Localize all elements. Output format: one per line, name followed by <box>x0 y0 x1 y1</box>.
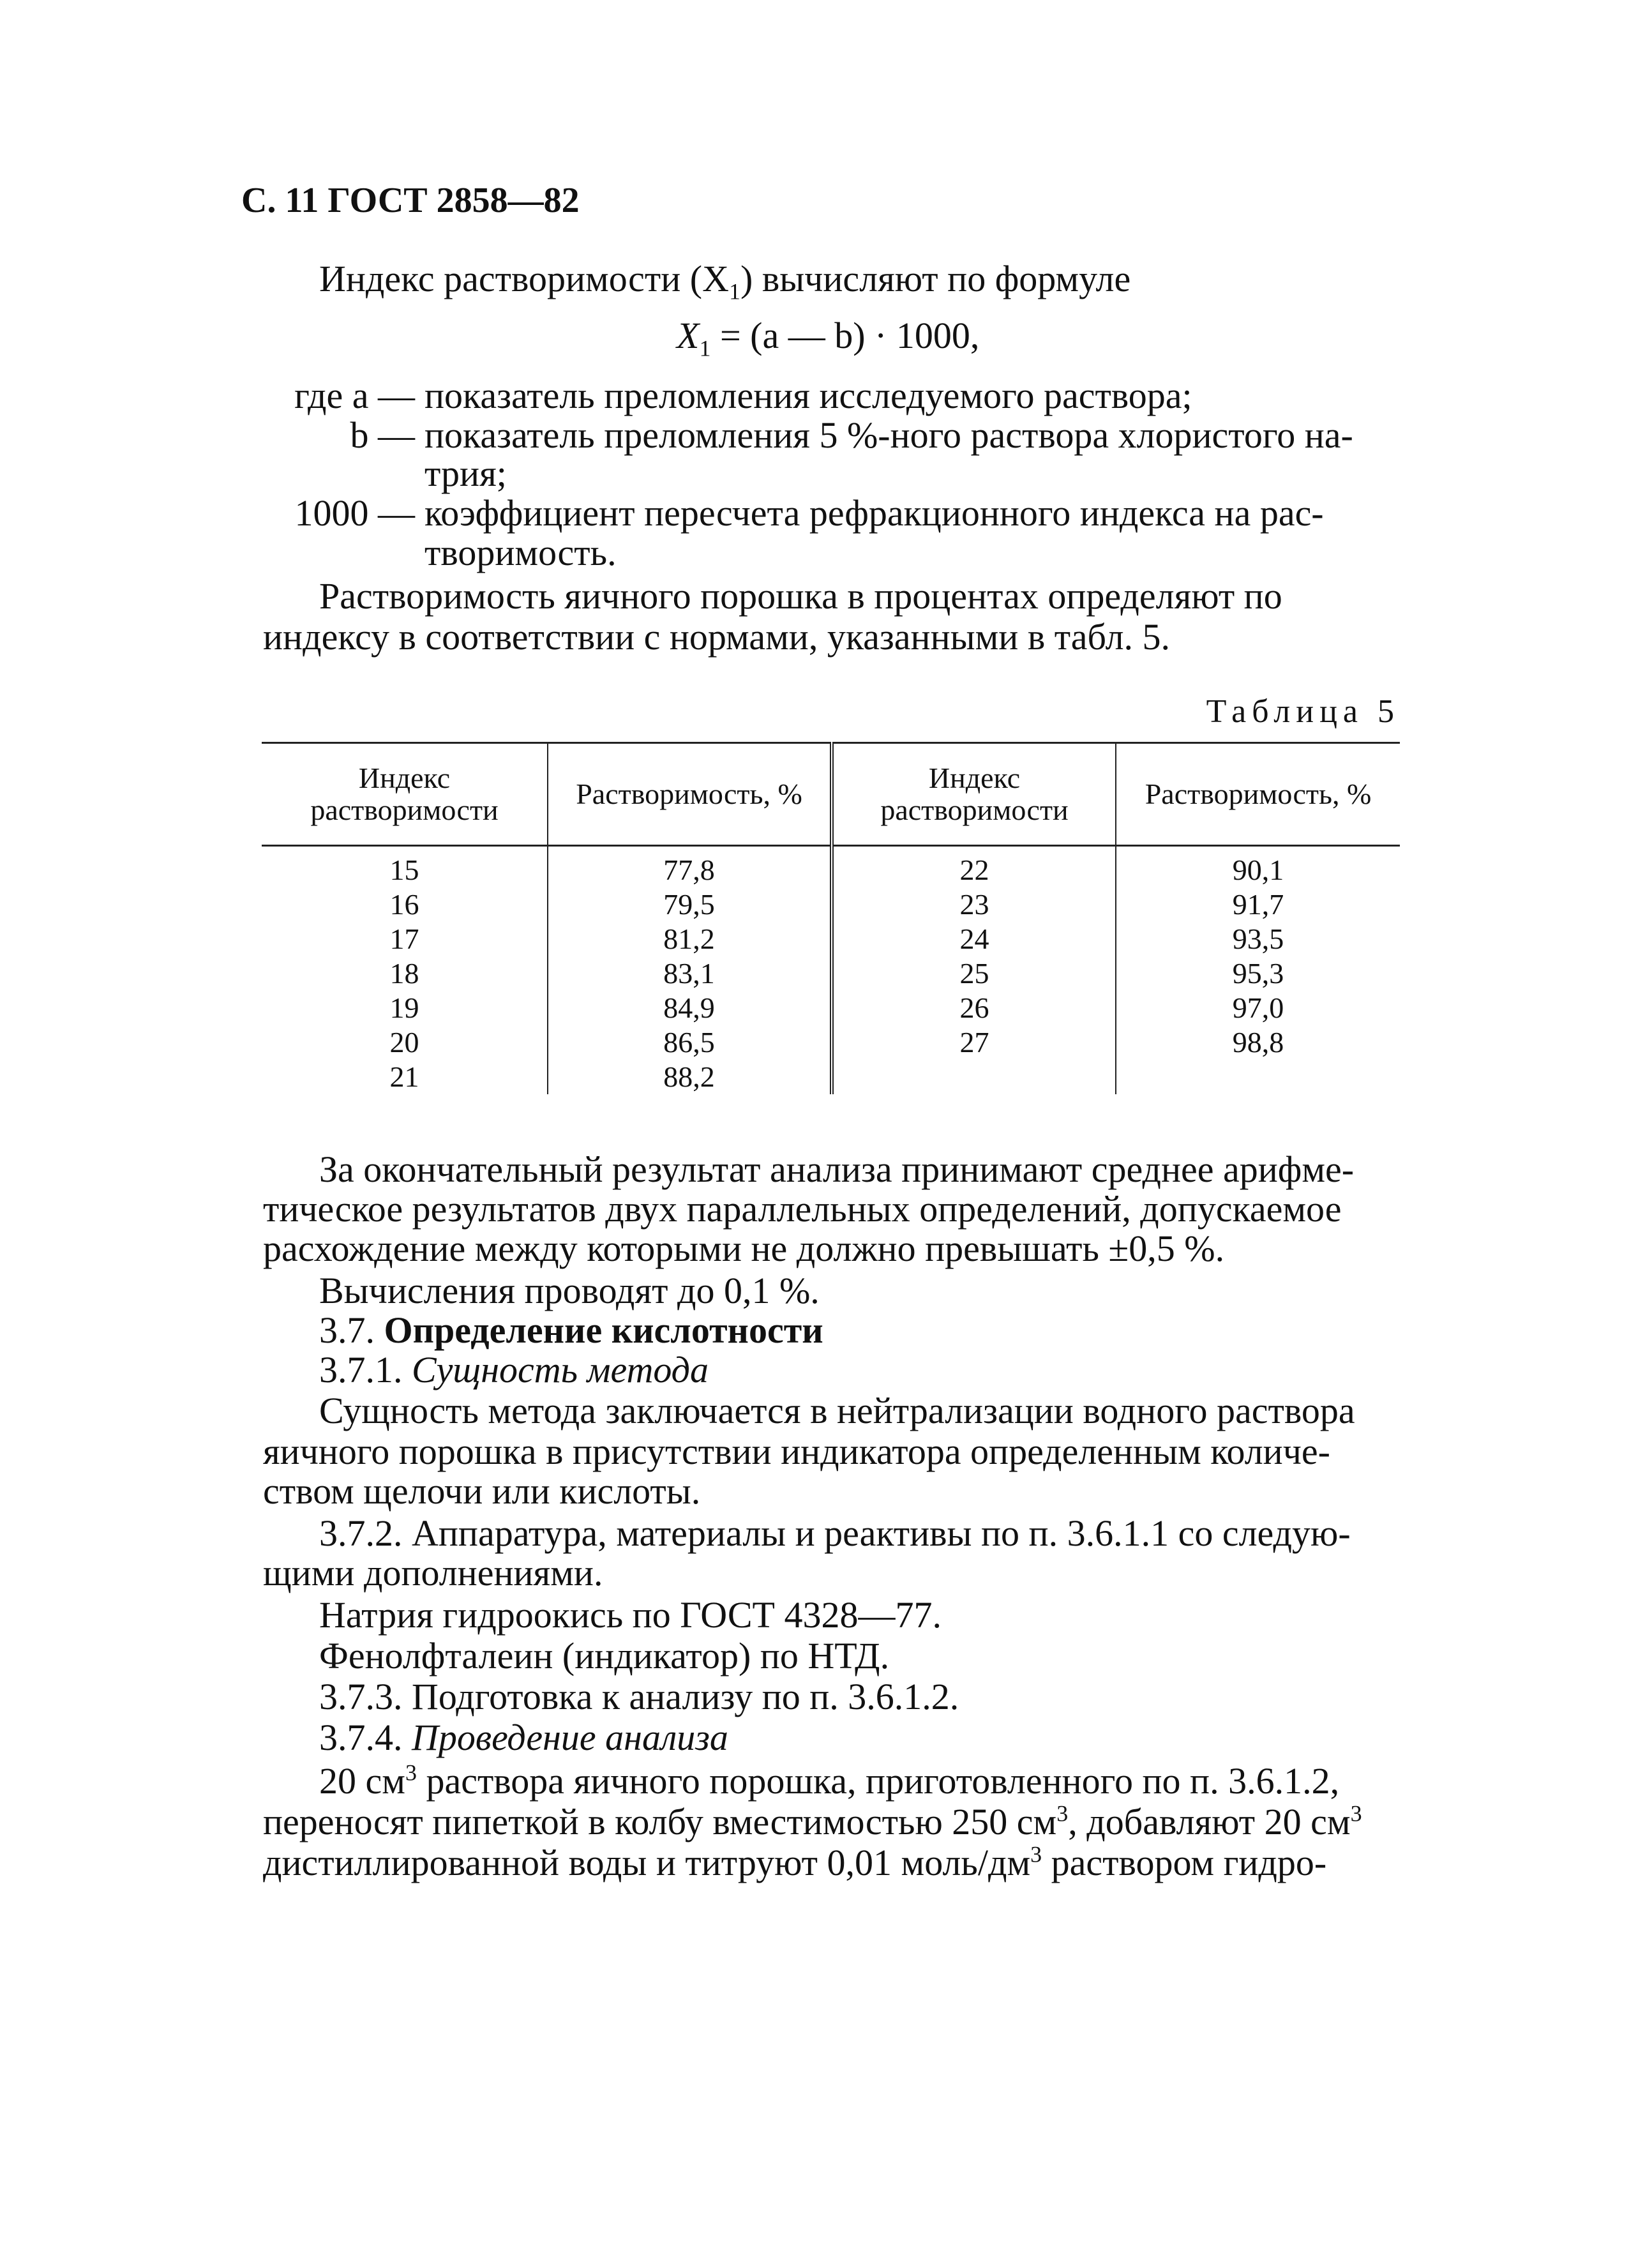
table-row <box>262 956 1400 991</box>
table-cell <box>1116 1060 1400 1094</box>
paragraph: 3.7.2. Аппаратура, материалы и реактивы по п. 3.6.1.1 со следую- <box>319 1512 1351 1554</box>
table-header-row <box>262 743 1400 846</box>
table-cell: 25 <box>832 956 1116 991</box>
page-header: С. 11 ГОСТ 2858—82 <box>241 181 580 220</box>
table-cell: 97,0 <box>1116 991 1400 1025</box>
table-cell: 91,7 <box>1116 887 1400 922</box>
def-label: 1000 — <box>294 492 415 534</box>
table-cell: 21 <box>389 1060 419 1093</box>
def-text: показатель преломления исследуемого раствора; <box>424 375 1192 416</box>
paragraph: расхождение между которыми не должно превышать ±0,5 %. <box>263 1228 1225 1269</box>
formula: $X_1 = (a$ — b) · 1000, <box>677 315 980 361</box>
table-row <box>262 1025 1400 1060</box>
table-cell: 83,1 <box>548 956 832 991</box>
def-text: показатель преломления 5 %-ного раствора хлористого на- <box>424 414 1353 456</box>
paragraph: 3.7.3. Подготовка к анализу по п. 3.6.1.2. <box>319 1676 959 1717</box>
subsection-heading: 3.7.4. Проведение анализа <box>319 1717 728 1758</box>
table-row <box>262 887 1400 922</box>
table-cell: 90,1 <box>1116 846 1400 888</box>
table-row <box>262 991 1400 1025</box>
table-cell: 86,5 <box>548 1025 832 1060</box>
section-heading: 3.7. Определение кислотности <box>319 1309 823 1351</box>
col-header: Растворимость, % <box>548 743 832 846</box>
table-cell: 81,2 <box>548 922 832 956</box>
paragraph: Фенолфталеин (индикатор) по НТД. <box>319 1635 890 1676</box>
paragraph: индексу в соответствии с нормами, указанными в табл. 5. <box>263 616 1171 658</box>
col-header: Индекс растворимости <box>262 743 548 846</box>
paragraph: 20 $см^3$ раствора яичного порошка, приготовленного по п. 3.6.1.2, <box>319 1759 1340 1802</box>
table-cell: 77,8 <box>548 846 832 888</box>
paragraph: щими дополнениями. <box>263 1552 603 1593</box>
table-cell: 15 <box>389 854 419 886</box>
solubility-table <box>262 742 1400 1094</box>
table-cell: 26 <box>832 991 1116 1025</box>
def-label: где a — <box>294 375 415 416</box>
table-cell: 88,2 <box>548 1060 832 1094</box>
table-cell: 84,9 <box>548 991 832 1025</box>
paragraph: дистиллированной воды и титруют 0,01 моль/$дм^3$ раствором гидро- <box>263 1841 1327 1883</box>
table-row <box>262 922 1400 956</box>
table-cell: 98,8 <box>1116 1025 1400 1060</box>
table-cell: 16 <box>389 888 419 921</box>
paragraph: тическое результатов двух параллельных определений, допускаемое <box>263 1188 1342 1230</box>
table-cell: 27 <box>832 1025 1116 1060</box>
table-cell <box>832 1060 1116 1094</box>
table-cell: 22 <box>832 846 1116 888</box>
def-text: коэффициент пересчета рефракционного индекса на рас- <box>424 492 1324 534</box>
table-cell: 23 <box>832 887 1116 922</box>
table-cell: 93,5 <box>1116 922 1400 956</box>
table-cell: 95,3 <box>1116 956 1400 991</box>
intro-line: Индекс растворимости $(X_1)$ вычисляют по формуле <box>319 258 1131 305</box>
table-cell: 24 <box>832 922 1116 956</box>
table-cell: 17 <box>389 923 419 955</box>
def-text: творимость. <box>424 532 617 573</box>
table-cell: 20 <box>389 1026 419 1058</box>
subsection-heading: 3.7.1. Сущность метода <box>319 1349 709 1390</box>
def-text: трия; <box>424 453 507 494</box>
table-row <box>262 1060 1400 1094</box>
paragraph: Растворимость яичного порошка в процентах определяют по <box>319 575 1282 617</box>
table-cell: 18 <box>389 957 419 990</box>
paragraph: Вычисления проводят до 0,1 %. <box>319 1270 820 1311</box>
paragraph: Сущность метода заключается в нейтрализации водного раствора <box>319 1390 1355 1431</box>
col-header: Индекс растворимости <box>832 743 1116 846</box>
col-header: Растворимость, % <box>1116 743 1400 846</box>
paragraph: За окончательный результат анализа принимают среднее арифме- <box>319 1149 1355 1190</box>
table-cell: 19 <box>389 991 419 1024</box>
table-caption: Таблица 5 <box>1206 693 1400 730</box>
table-row <box>262 846 1400 888</box>
paragraph: переносят пипеткой в колбу вместимостью 250 $см^3$, добавляют 20 $см^3$ <box>263 1800 1362 1842</box>
paragraph: яичного порошка в присутствии индикатора определенным количе- <box>263 1431 1330 1472</box>
paragraph: Натрия гидроокись по ГОСТ 4328—77. <box>319 1594 942 1636</box>
table-cell: 79,5 <box>548 887 832 922</box>
def-label: b — <box>350 414 415 456</box>
paragraph: ством щелочи или кислоты. <box>263 1470 701 1512</box>
